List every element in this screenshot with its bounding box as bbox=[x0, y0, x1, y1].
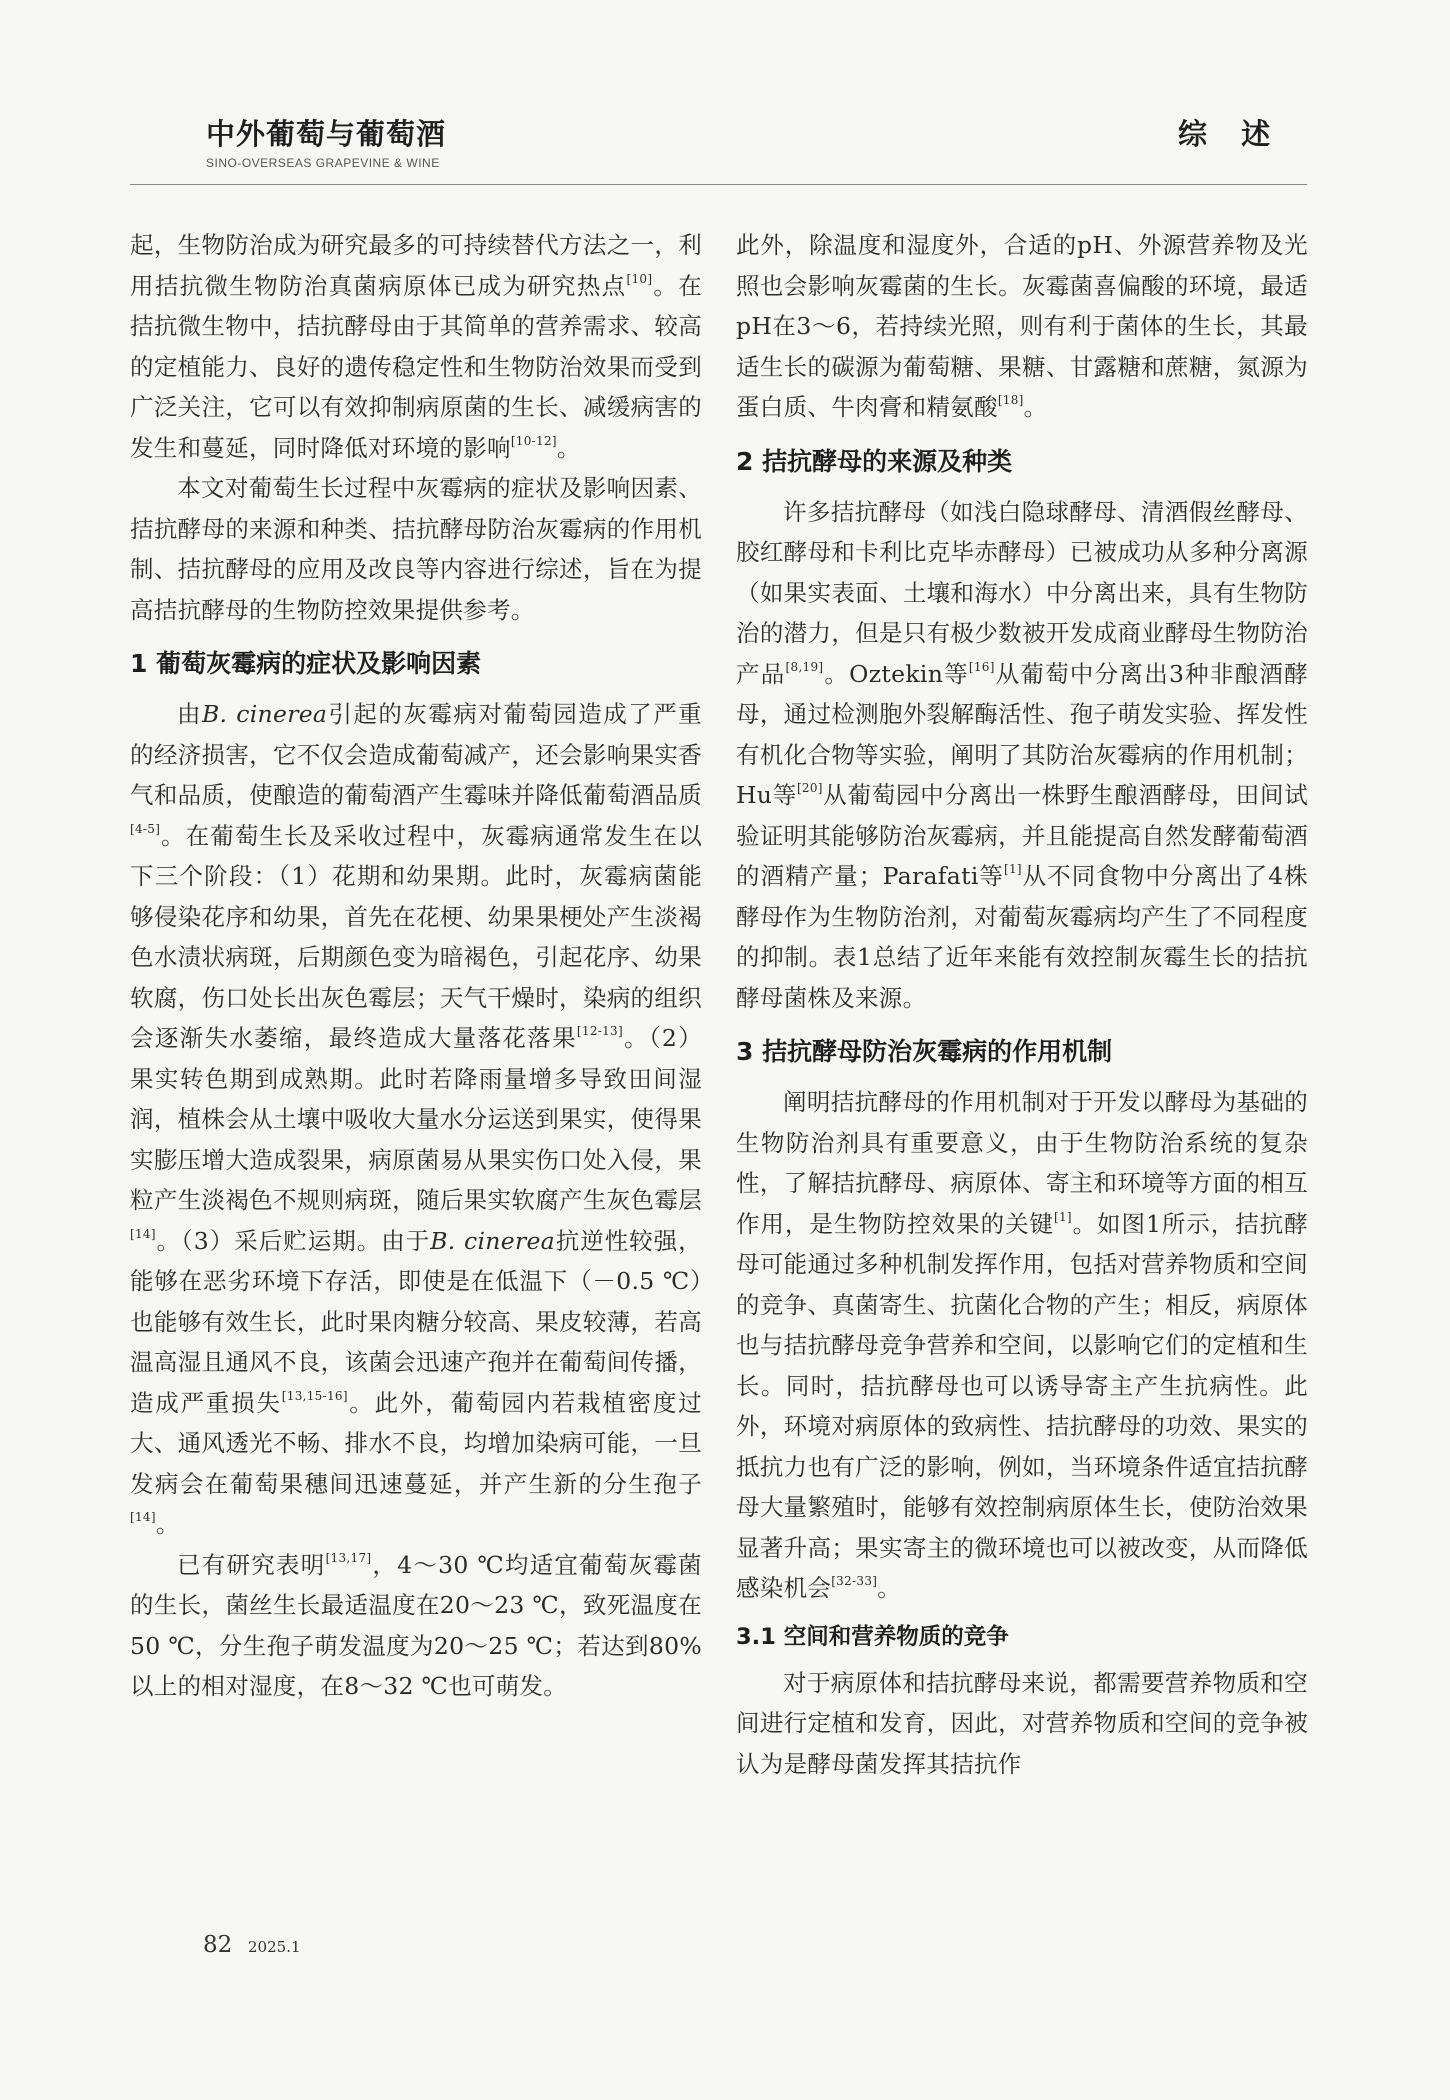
page-number: 82 bbox=[203, 1932, 233, 1958]
journal-subtitle: SINO-OVERSEAS GRAPEVINE & WINE bbox=[206, 156, 440, 170]
paragraph: 起，生物防治成为研究最多的可持续替代方法之一，利用拮抗微生物防治真菌病原体已成为研究热点[10]。在拮抗微生物中，拮抗酵母由于其简单的营养需求、较高的定植能力、良好的遗传稳定性和生物防治效果而受到广泛关注，它可以有效抑制病原菌的生长、减缓病害的发生和蔓延，同时降低对环境的影响[10-12]。 bbox=[130, 231, 702, 462]
journal-title: 中外葡萄与葡萄酒 bbox=[206, 117, 447, 151]
paragraph: 已有研究表明[13,17]，4～30 ℃均适宜葡萄灰霉菌的生长，菌丝生长最适温度在20～23 ℃，致死温度在50 ℃，分生孢子萌发温度为20～25 ℃；若达到80%以上的相对湿度，在8～32 ℃也可萌发。 bbox=[130, 1550, 702, 1700]
paragraph: 许多拮抗酵母（如浅白隐球酵母、清酒假丝酵母、胶红酵母和卡利比克毕赤酵母）已被成功从多种分离源（如果实表面、土壤和海水）中分离出来，具有生物防治的潜力，但是只有极少数被开发成商业酵母生物防治产品[8,19]。Oztekin等[16]从葡萄中分离出3种非酿酒酵母，通过检测胞外裂解酶活性、孢子萌发实验、挥发性有机化合物等实验，阐明了其防治灰霉病的作用机制；Hu等[20]从葡萄园中分离出一株野生酿酒酵母，田间试验证明其能够防治灰霉病，并且能提高自然发酵葡萄酒的酒精产量；Parafati等[1]从不同食物中分离出了4株酵母作为生物防治剂，对葡萄灰霉病均产生了不同程度的抑制。表1总结了近年来能有效控制灰霉生长的拮抗酵母菌株及来源。 bbox=[736, 497, 1309, 1012]
paragraph: 由B. cinerea引起的灰霉病对葡萄园造成了严重的经济损害，它不仅会造成葡萄减产，还会影响果实香气和品质，使酿造的葡萄酒产生霉味并降低葡萄酒品质[4-5]。在葡萄生长及采收过程中，灰霉病通常发生在以下三个阶段：（1）花期和幼果期。此时，灰霉病菌能够侵染花序和幼果，首先在花梗、幼果果梗处产生淡褐色水渍状病斑，后期颜色变为暗褐色，引起花序、幼果软腐，伤口处长出灰色霉层；天气干燥时，染病的组织会逐渐失水萎缩，最终造成大量落花落果[12-13]。（2）果实转色期到成熟期。此时若降雨量增多导致田间湿润，植株会从土壤中吸收大量水分运送到果实，使得果实膨压增大造成裂果，病原菌易从果实伤口处入侵，果粒产生淡褐色不规则病斑，随后果实软腐产生灰色霉层[14]。（3）采后贮运期。由于B. cinerea抗逆性较强，能够在恶劣环境下存活，即使是在低温下（－0.5 ℃）也能够有效生长，此时果肉糖分较高、果皮较薄，若高温高湿且通风不良，该菌会迅速产孢并在葡萄间传播，造成严重损失[13,15-16]。此外，葡萄园内若栽植密度过大、通风透光不畅、排水不良，均增加染病可能，一旦发病会在葡萄果穗间迅速蔓延，并产生新的分生孢子[14]。 bbox=[130, 700, 702, 1538]
paragraph: 阐明拮抗酵母的作用机制对于开发以酵母为基础的生物防治剂具有重要意义，由于生物防治系统的复杂性，了解拮抗酵母、病原体、寄主和环境等方面的相互作用，是生物防控效果的关键[1]。如图1所示，拮抗酵母可能通过多种机制发挥作用，包括对营养物质和空间的竞争、真菌寄生、抗菌化合物的产生；相反，病原体也与拮抗酵母竞争营养和空间，以影响它们的定植和生长。同时，拮抗酵母也可以诱导寄主产生抗病性。此外，环境对病原体的致病性、拮抗酵母的功效、果实的抵抗力也有广泛的影响，例如，当环境条件适宜拮抗酵母大量繁殖时，能够有效控制病原体生长，使防治效果显著升高；果实寄主的微环境也可以被改变，从而降低感染机会[32-33]。 bbox=[736, 1088, 1308, 1602]
section-heading: 1 葡萄灰霉病的症状及影响因素 bbox=[130, 649, 482, 678]
paragraph: 本文对葡萄生长过程中灰霉病的症状及影响因素、拮抗酵母的来源和种类、拮抗酵母防治灰霉病的作用机制、拮抗酵母的应用及改良等内容进行综述，旨在为提高拮抗酵母的生物防控效果提供参考。 bbox=[130, 474, 702, 624]
header-rule bbox=[130, 184, 1307, 185]
left-column bbox=[130, 225, 702, 1707]
issue-number: 2025.1 bbox=[248, 1938, 301, 1956]
section-heading: 2 拮抗酵母的来源及种类 bbox=[736, 446, 1013, 476]
paragraph: 此外，除温度和湿度外，合适的pH、外源营养物及光照也会影响灰霉菌的生长。灰霉菌喜偏酸的环境，最适pH在3～6，若持续光照，则有利于菌体的生长，其最适生长的碳源为葡萄糖、果糖、甘露糖和蔗糖，氮源为蛋白质、牛肉膏和精氨酸[18]。 bbox=[736, 231, 1308, 421]
section-heading: 3 拮抗酵母防治灰霉病的作用机制 bbox=[736, 1037, 1113, 1066]
section-tag: 综 述 bbox=[1178, 117, 1283, 151]
subsection-heading: 3.1 空间和营养物质的竞争 bbox=[736, 1623, 1009, 1650]
right-column bbox=[736, 225, 1308, 1784]
paragraph: 对于病原体和拮抗酵母来说，都需要营养物质和空间进行定植和发育，因此，对营养物质和空间的竞争被认为是酵母菌发挥其拮抗作 bbox=[736, 1668, 1308, 1778]
